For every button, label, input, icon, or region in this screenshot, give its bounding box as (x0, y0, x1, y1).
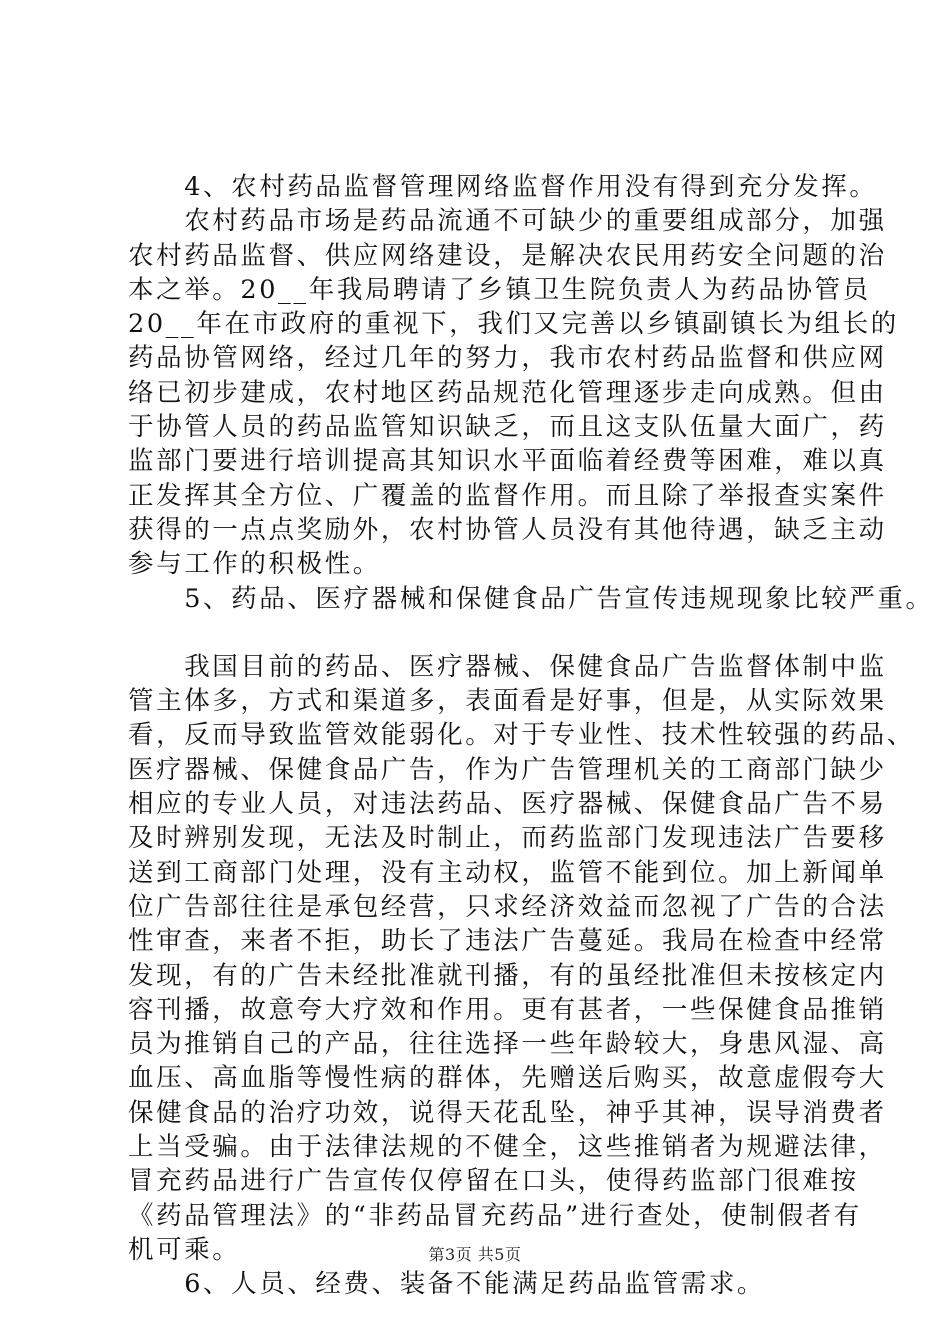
text-line: 管主体多，方式和渠道多，表面看是好事，但是，从实际效果 (128, 686, 887, 717)
text-line: 血压、高血脂等慢性病的群体，先赠送后购买，故意虚假夸大 (128, 1063, 887, 1094)
paragraph-gap (128, 616, 840, 650)
text-line: 容刊播，故意夸大疗效和作用。更有甚者，一些保健食品推销 (128, 994, 887, 1025)
text-line: 医疗器械、保健食品广告，作为广告管理机关的工商部门缺少 (128, 754, 887, 785)
text-line: 我国目前的药品、医疗器械、保健食品广告监督体制中监 (128, 651, 887, 682)
text-line: 发现，有的广告未经批准就刊播，有的虽经批准但未按核定内 (128, 960, 887, 991)
section-heading: 5、药品、医疗器械和保健食品广告宣传违规现象比较严重。 (128, 583, 934, 614)
text-line: 正发挥其全方位、广覆盖的监督作用。而且除了举报查实案件 (128, 480, 887, 511)
text-line: 络已初步建成，农村地区药品规范化管理逐步走向成熟。但由 (128, 377, 887, 408)
text-line: 农村药品市场是药品流通不可缺少的重要组成部分，加强 (128, 206, 887, 237)
text-line: 20__年在市政府的重视下，我们又完善以乡镇副镇长为组长的 (128, 309, 899, 340)
text-line: 本之举。20__年我局聘请了乡镇卫生院负责人为药品协管员 (128, 274, 871, 305)
text-line: 药品协管网络，经过几年的努力，我市农村药品监督和供应网 (128, 343, 887, 374)
text-line: 及时辨别发现，无法及时制止，而药监部门发现违法广告要移 (128, 823, 887, 854)
document-body (128, 170, 934, 1302)
text-line: 性审查，来者不拒，助长了违法广告蔓延。我局在检查中经常 (128, 926, 887, 957)
text-line: 4、农村药品监督管理网络监督作用没有得到充分发挥。 (128, 172, 878, 202)
text-line: 看，反而导致监管效能弱化。对于专业性、技术性较强的药品、 (128, 720, 915, 751)
text-line: 员为推销自己的产品，往往选择一些年龄较大，身患风湿、高 (128, 1029, 887, 1060)
text-line: 参与工作的积极性。 (128, 549, 381, 580)
text-line: 机可乘。 (128, 1234, 241, 1265)
section-heading: 6、人员、经费、装备不能满足药品监管需求。 (128, 1269, 766, 1300)
page-footer: 第3页 共5页 (428, 1245, 522, 1264)
text-line: 《药品管理法》的“非药品冒充药品”进行查处，使制假者有 (128, 1200, 862, 1231)
text-line: 农村药品监督、供应网络建设，是解决农民用药安全问题的治 (128, 240, 887, 271)
text-line: 冒充药品进行广告宣传仅停留在口头，使得药监部门很难按 (128, 1166, 859, 1197)
text-line: 保健食品的治疗功效，说得天花乱坠，神乎其神，误导消费者 (128, 1097, 887, 1128)
text-line: 相应的专业人员，对违法药品、医疗器械、保健食品广告不易 (128, 789, 887, 820)
text-line: 获得的一点点奖励外，农村协管人员没有其他待遇，缺乏主动 (128, 514, 887, 545)
text-line: 监部门要进行培训提高其知识水平面临着经费等困难，难以真 (128, 446, 887, 477)
text-line: 送到工商部门处理，没有主动权，监管不能到位。加上新闻单 (128, 857, 887, 888)
text-line: 位广告部往往是承包经营，只求经济效益而忽视了广告的合法 (128, 891, 887, 922)
text-line: 上当受骗。由于法律法规的不健全，这些推销者为规避法律， (128, 1132, 887, 1163)
text-line: 于协管人员的药品监管知识缺乏，而且这支队伍量大面广，药 (128, 412, 887, 443)
